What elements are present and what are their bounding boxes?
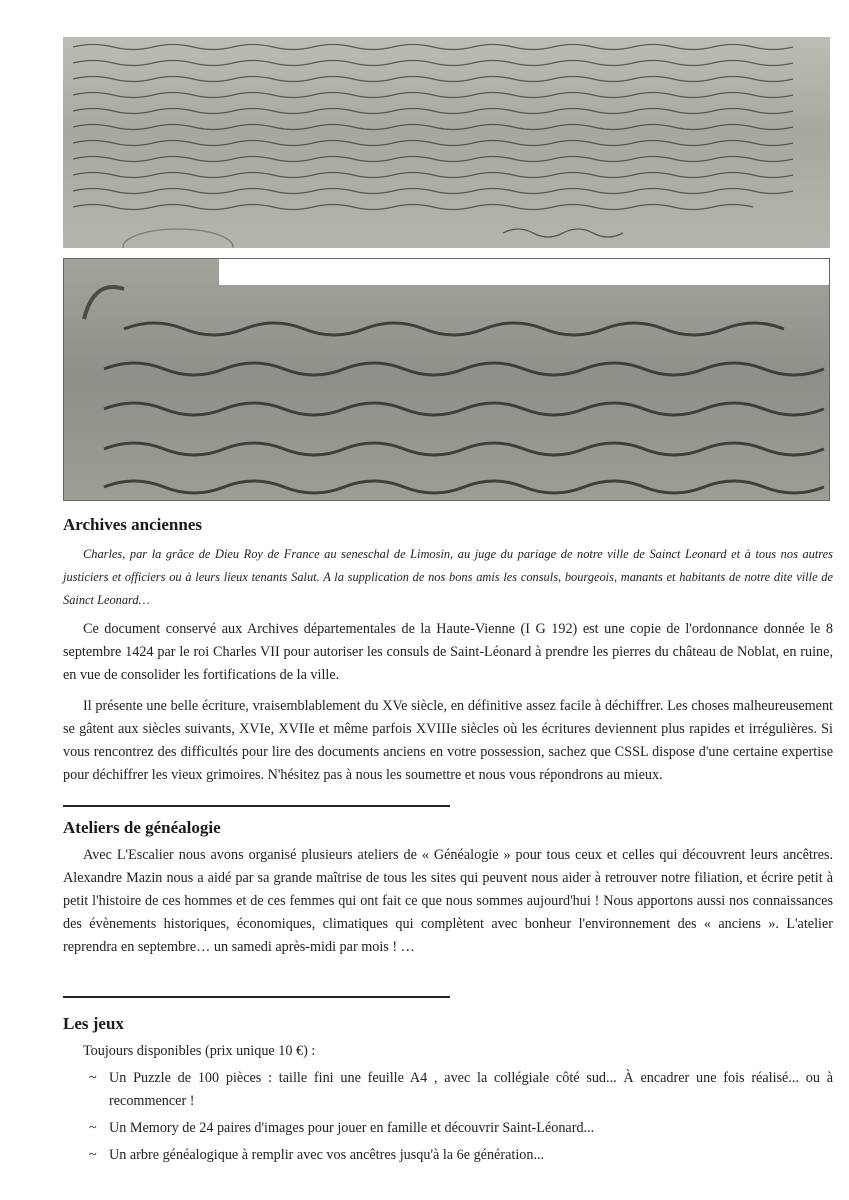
section-jeux (63, 1014, 833, 1171)
section-title-ateliers: Ateliers de généalogie (63, 818, 221, 837)
list-item (89, 1117, 833, 1140)
ateliers-paragraph: Avec L'Escalier nous avons organisé plusieurs ateliers de « Généalogie » pour tous ceux et celles qui découvrent leurs ancêtres. Alexandre Mazin nous a aidé par sa grande maîtrise de tous les sites qui peuvent nous aider à retrouver notre filiation, et écrire petit à petit l'histoire de ces hommes et de ces femmes qui ont fait ce que nous sommes aujourd'hui ! Nous apportons aussi nos connaissances des évènements historiques, économiques, climatiques qui complètent avec bonheur l'environnement des « anciens ». L'atelier reprendra en septembre… un samedi après-midi par mois ! … (63, 847, 833, 955)
manuscript-photo-detail (63, 258, 830, 501)
archives-paragraph-2: Il présente une belle écriture, vraisemblablement du XVe siècle, en définitive assez facile à déchiffrer. Les choses malheureusement se gâtent aux siècles suivants, XVIe, XVIIe et même parfois XVIIIe siècles où les écritures deviennent plus rapides et irrégulières. Si vous rencontrez des difficultés pour lire des documents anciens en votre possession, sachez que CSSL dispose d'une certaine expertise pour déchiffrer les vieux grimoires. N'hésitez pas à nous les soumettre et nous vous répondrons au mieux. (63, 698, 833, 783)
game-arbre: Un arbre généalogique à remplir avec vos ancêtres jusqu'à la 6e génération... (109, 1147, 545, 1163)
tilde-bullet: ~ (89, 1120, 97, 1136)
tilde-bullet: ~ (89, 1070, 97, 1086)
games-list (63, 1067, 833, 1167)
divider-1 (63, 805, 450, 807)
divider-2 (63, 996, 450, 998)
manuscript-photo-full (63, 37, 830, 248)
list-item (89, 1067, 833, 1113)
section-archives (63, 515, 833, 787)
handwriting-illustration (63, 37, 830, 248)
handwriting-detail-illustration (64, 259, 830, 501)
archives-quote: Charles, par la grâce de Dieu Roy de France au seneschal de Limosin, au juge du pariage de notre ville de Sainct Leonard et à tous nos autres justiciers et officiers ou à leurs lieux tenants Salut. A la supplication de nos bons amis les consuls, bourgeois, manants et habitants de notre dite ville de Sainct Leonard… (63, 547, 833, 607)
tilde-bullet: ~ (89, 1147, 97, 1163)
section-ateliers (63, 818, 833, 959)
game-puzzle: Un Puzzle de 100 pièces : taille fini une feuille A4 , avec la collégiale côté sud... À encadrer une fois réalisé... ou à recommencer ! (109, 1070, 833, 1109)
list-item (89, 1144, 833, 1167)
section-title-archives: Archives anciennes (63, 515, 202, 534)
archives-paragraph-1: Ce document conservé aux Archives départementales de la Haute-Vienne (I G 192) est une copie de l'ordonnance donnée le 8 septembre 1424 par le roi Charles VII pour autoriser les consuls de Saint-Léonard à prendre les pierres du château de Noblat, en ruine, en vue de consolider les fortifications de la ville. (63, 621, 833, 683)
jeux-intro: Toujours disponibles (prix unique 10 €) : (83, 1043, 316, 1059)
white-overlay-bar (219, 259, 830, 285)
section-title-jeux: Les jeux (63, 1014, 124, 1033)
game-memory: Un Memory de 24 paires d'images pour jouer en famille et découvrir Saint-Léonard... (109, 1120, 595, 1136)
